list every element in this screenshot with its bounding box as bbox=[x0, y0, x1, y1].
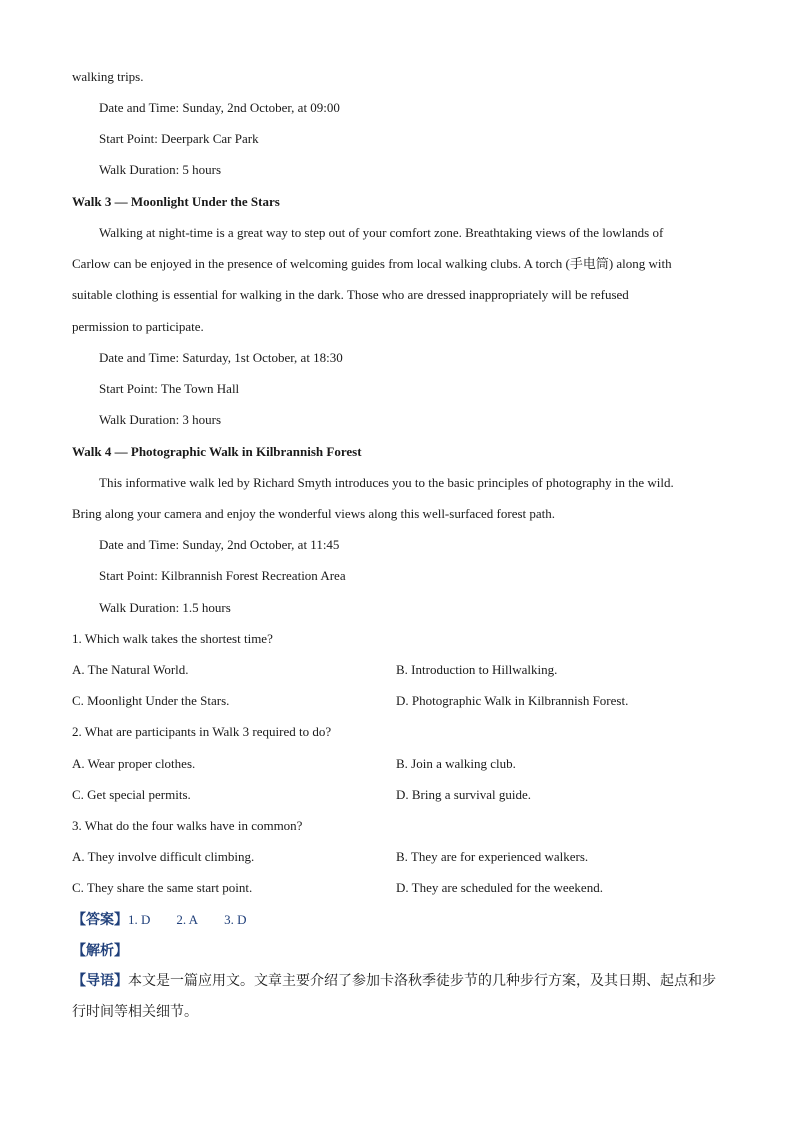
question-2-option-a: A. Wear proper clothes. bbox=[72, 756, 196, 771]
walk3-paragraph-line: permission to participate. bbox=[72, 319, 204, 334]
walk4-heading: Walk 4 — Photographic Walk in Kilbrannish Forest bbox=[72, 444, 362, 459]
walk2-start: Start Point: Deerpark Car Park bbox=[99, 131, 259, 146]
question-2-option-b: B. Join a walking club. bbox=[396, 756, 516, 771]
analysis-label: 【解析】 bbox=[72, 943, 128, 959]
question-2-option-c: C. Get special permits. bbox=[72, 787, 191, 802]
question-1-option-c: C. Moonlight Under the Stars. bbox=[72, 693, 230, 708]
walk3-start: Start Point: The Town Hall bbox=[99, 381, 240, 396]
walk3-paragraph-line: Walking at night-time is a great way to step out of your comfort zone. Breathtaking views of the lowlands of bbox=[99, 225, 664, 240]
question-3-option-c: C. They share the same start point. bbox=[72, 880, 253, 895]
answer-label: 【答案】 bbox=[72, 912, 128, 928]
question-3-option-a: A. They involve difficult climbing. bbox=[72, 849, 255, 864]
question-2: 2. What are participants in Walk 3 required to do? bbox=[72, 724, 332, 739]
walk4-date: Date and Time: Sunday, 2nd October, at 11:45 bbox=[99, 537, 340, 552]
guide-line-2: 行时间等相关细节。 bbox=[72, 1004, 198, 1020]
question-1-option-d: D. Photographic Walk in Kilbrannish Forest. bbox=[396, 693, 629, 708]
walk3-date: Date and Time: Saturday, 1st October, at 18:30 bbox=[99, 350, 343, 365]
walk4-start: Start Point: Kilbrannish Forest Recreation Area bbox=[99, 568, 346, 583]
question-3-option-d: D. They are scheduled for the weekend. bbox=[396, 880, 603, 895]
question-1: 1. Which walk takes the shortest time? bbox=[72, 631, 273, 646]
question-1-option-b: B. Introduction to Hillwalking. bbox=[396, 662, 558, 677]
question-3-option-b: B. They are for experienced walkers. bbox=[396, 849, 589, 864]
walk3-paragraph-line: suitable clothing is essential for walking in the dark. Those who are dressed inappropriately will be refused bbox=[72, 287, 629, 302]
answer-3: 3. D bbox=[224, 912, 247, 927]
answer-2: 2. A bbox=[176, 912, 199, 927]
guide-text: 本文是一篇应用文。文章主要介绍了参加卡洛秋季徒步节的几种步行方案，及其日期、起点和步 bbox=[128, 973, 716, 989]
answer-1: 1. D bbox=[128, 912, 151, 927]
walk3-heading: Walk 3 — Moonlight Under the Stars bbox=[72, 194, 280, 209]
walk2-date: Date and Time: Sunday, 2nd October, at 09:00 bbox=[99, 100, 340, 115]
question-2-option-d: D. Bring a survival guide. bbox=[396, 787, 532, 802]
walk3-duration: Walk Duration: 3 hours bbox=[99, 412, 222, 427]
answer-line bbox=[72, 911, 246, 929]
question-3: 3. What do the four walks have in common? bbox=[72, 818, 303, 833]
guide-line-1 bbox=[72, 972, 716, 990]
question-1-option-a: A. The Natural World. bbox=[72, 662, 189, 677]
walk4-duration: Walk Duration: 1.5 hours bbox=[99, 600, 231, 615]
walk2-text-tail: walking trips. bbox=[72, 69, 144, 84]
walk4-paragraph-line: Bring along your camera and enjoy the wonderful views along this well-surfaced forest path. bbox=[72, 506, 556, 521]
guide-label: 【导语】 bbox=[72, 973, 128, 989]
walk2-duration: Walk Duration: 5 hours bbox=[99, 162, 222, 177]
walk3-paragraph-line: Carlow can be enjoyed in the presence of welcoming guides from local walking clubs. A torch (手电筒) along with bbox=[72, 256, 672, 271]
walk4-paragraph-line: This informative walk led by Richard Smyth introduces you to the basic principles of photography in the wild. bbox=[99, 475, 674, 490]
analysis-label-line bbox=[72, 942, 128, 960]
